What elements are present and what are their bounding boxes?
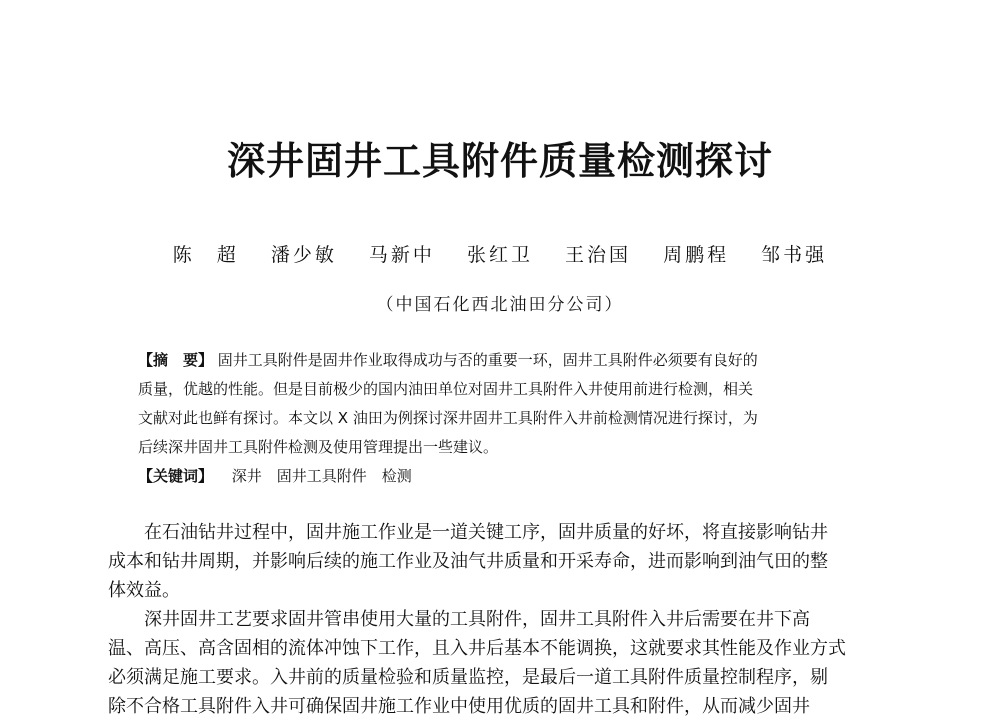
body-line: 温、高压、高含固相的流体冲蚀下工作，且入井后基本不能调换，这就要求其性能及作业方式 bbox=[108, 638, 846, 659]
body-line: 体效益。 bbox=[108, 580, 180, 601]
author-name: 潘少敏 bbox=[270, 244, 337, 266]
body-line: 成本和钻井周期，并影响后续的施工作业及油气井质量和开采寿命，进而影响到油气田的整 bbox=[108, 551, 828, 572]
author-name: 王治国 bbox=[565, 244, 632, 266]
body-line: 除不合格工具附件入井可确保固井施工作业中使用优质的固井工具和附件，从而减少固井 bbox=[108, 696, 810, 717]
keywords-label: 【关键词】 bbox=[138, 467, 214, 485]
abstract-block bbox=[138, 346, 878, 491]
affiliation: （中国石化西北油田分公司） bbox=[376, 295, 624, 315]
keywords-text: 深井 固井工具附件 检测 bbox=[231, 467, 412, 485]
abstract-text: 固井工具附件是固井作业取得成功与否的重要一环，固井工具附件必须要有良好的 bbox=[217, 351, 758, 369]
author-name: 邹书强 bbox=[761, 244, 828, 266]
abstract-line: 后续深井固井工具附件检测及使用管理提出一些建议。 bbox=[138, 438, 499, 456]
abstract-label: 【摘 要】 bbox=[138, 351, 214, 369]
body-text bbox=[108, 518, 900, 721]
body-line: 在石油钻井过程中，固井施工作业是一道关键工序，固井质量的好坏，将直接影响钻井 bbox=[144, 522, 828, 543]
abstract-line: 文献对此也鲜有探讨。本文以 X 油田为例探讨深井固井工具附件入井前检测情况进行探讨，为 bbox=[138, 409, 758, 427]
abstract-line bbox=[138, 346, 878, 375]
abstract-line: 质量，优越的性能。但是目前极少的国内油田单位对固井工具附件入井使用前进行检测，相关 bbox=[138, 380, 754, 398]
author-name: 周鹏程 bbox=[663, 244, 730, 266]
author-name: 陈 超 bbox=[172, 244, 239, 266]
keywords-line bbox=[138, 462, 878, 491]
body-line: 深井固井工艺要求固井管串使用大量的工具附件，固井工具附件入井后需要在井下高 bbox=[144, 609, 810, 630]
body-line: 必须满足施工要求。入井前的质量检验和质量监控，是最后一道工具附件质量控制程序，剔 bbox=[108, 667, 828, 688]
author-name: 张红卫 bbox=[466, 244, 533, 266]
author-list bbox=[0, 240, 1000, 267]
author-name: 马新中 bbox=[368, 244, 435, 266]
paper-title: 深井固井工具附件质量检测探讨 bbox=[226, 138, 773, 183]
